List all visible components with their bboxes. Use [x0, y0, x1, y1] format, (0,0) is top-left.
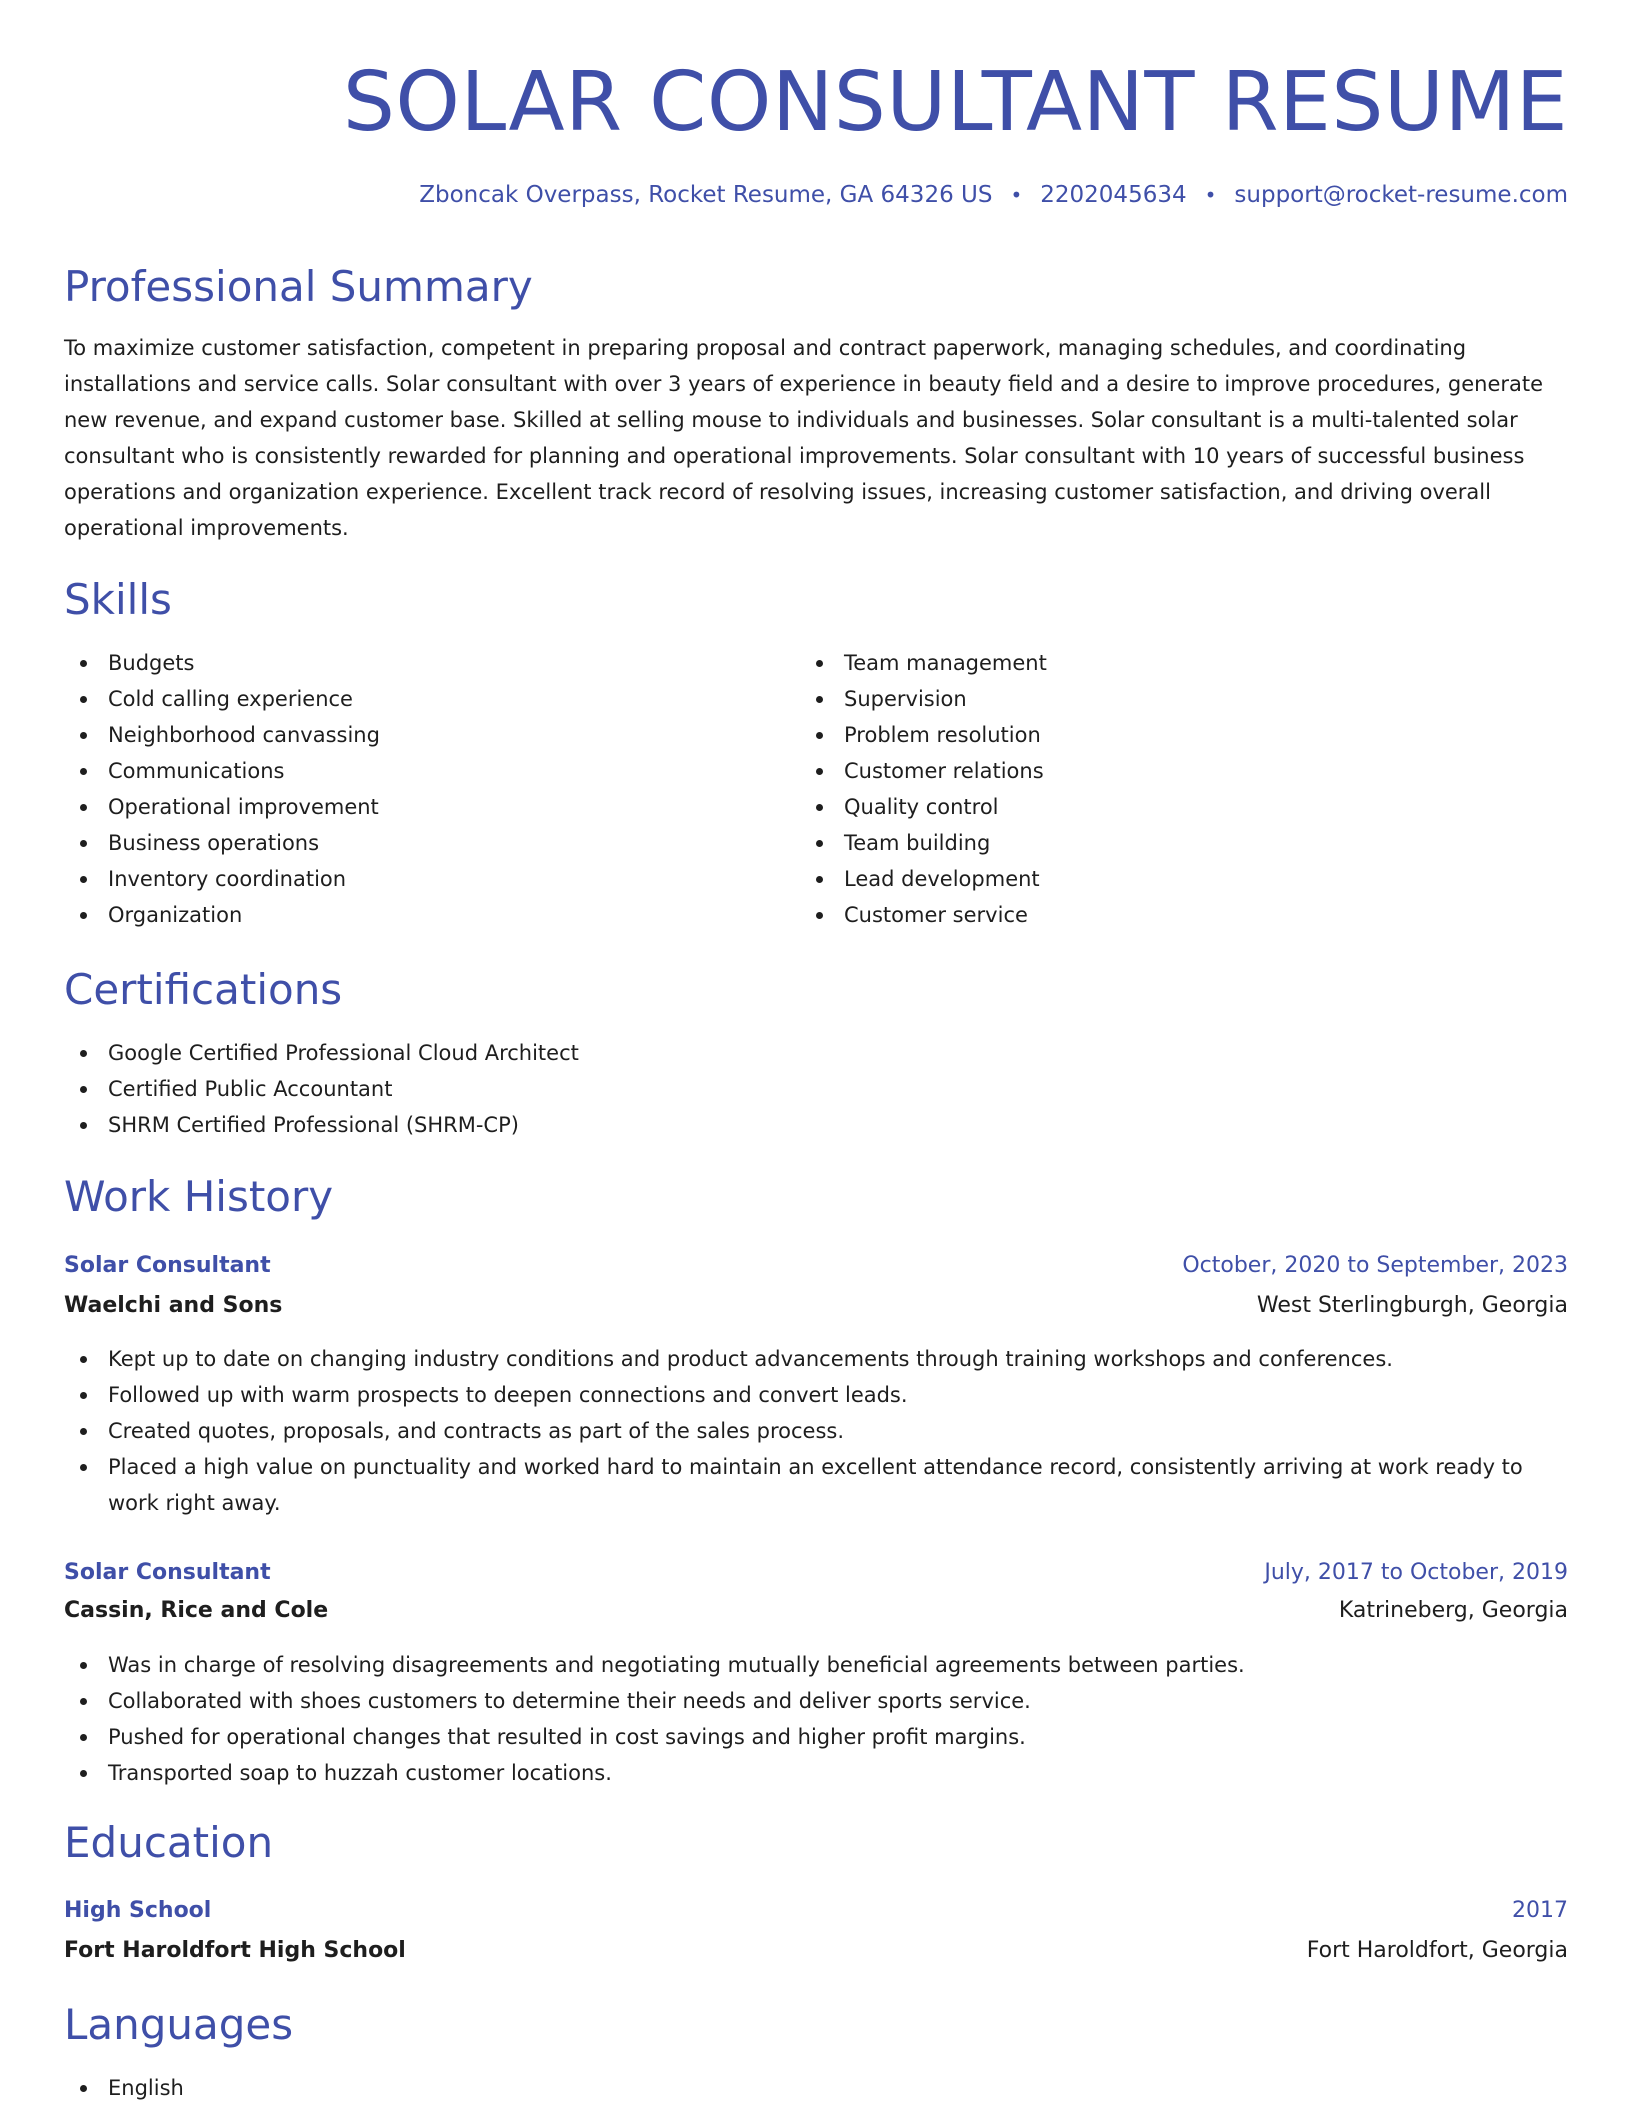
education-org-row — [64, 1933, 1568, 1969]
job-bullet: Transported soap to huzzah customer locations. — [64, 1755, 1568, 1791]
skills-list-right — [800, 645, 1500, 933]
separator-dot-icon: • — [1010, 183, 1023, 207]
skill-item: Problem resolution — [800, 717, 1500, 753]
summary-heading: Professional Summary — [64, 262, 533, 311]
education-location: Fort Haroldfort, Georgia — [1306, 1938, 1568, 1963]
education-header-row — [64, 1893, 1568, 1929]
skill-item: Cold calling experience — [64, 681, 764, 717]
job-location: West Sterlingburgh, Georgia — [1256, 1293, 1568, 1318]
education-heading: Education — [64, 1818, 274, 1867]
job-dates: July, 2017 to October, 2019 — [1264, 1560, 1568, 1585]
job-company: Cassin, Rice and Cole — [64, 1598, 329, 1623]
education-degree: High School — [64, 1898, 212, 1923]
skill-item: Organization — [64, 897, 764, 933]
skill-item: Business operations — [64, 825, 764, 861]
job-org-row — [64, 1593, 1568, 1629]
certifications-list — [64, 1035, 1568, 1143]
job-dates: October, 2020 to September, 2023 — [1182, 1253, 1568, 1278]
work-history-heading: Work History — [64, 1172, 334, 1221]
job-bullet: Collaborated with shoes customers to determine their needs and deliver sports service. — [64, 1683, 1568, 1719]
job-org-row — [64, 1288, 1568, 1324]
languages-list — [64, 2070, 1568, 2106]
skill-item: Quality control — [800, 789, 1500, 825]
certification-item: SHRM Certified Professional (SHRM-CP) — [64, 1107, 1568, 1143]
education-school: Fort Haroldfort High School — [64, 1938, 406, 1963]
certification-item: Google Certified Professional Cloud Architect — [64, 1035, 1568, 1071]
languages-heading: Languages — [64, 2000, 294, 2049]
contact-line — [419, 180, 1568, 210]
contact-address: Zboncak Overpass, Rocket Resume, GA 64326 US — [419, 182, 993, 208]
skill-item: Supervision — [800, 681, 1500, 717]
education-year: 2017 — [1512, 1898, 1568, 1923]
skill-item: Team management — [800, 645, 1500, 681]
skills-list-left — [64, 645, 764, 933]
job-bullet: Followed up with warm prospects to deepen connections and convert leads. — [64, 1377, 1568, 1413]
job-bullet: Pushed for operational changes that resulted in cost savings and higher profit margins. — [64, 1719, 1568, 1755]
skill-item: Neighborhood canvassing — [64, 717, 764, 753]
resume-title: SOLAR CONSULTANT RESUME — [342, 55, 1568, 150]
job-bullets — [64, 1647, 1568, 1791]
job-company: Waelchi and Sons — [64, 1293, 283, 1318]
summary-text: To maximize customer satisfaction, competent in preparing proposal and contract paperwork, managing schedules, and coordinating installations and service calls. Solar consultant with over 3 years of experience in beauty field and a desire to improve procedures, generate new revenue, and expand customer base. Skilled at selling mouse to individuals and businesses. Solar consultant is a multi-talented solar consultant who is consistently rewarded for planning and operational improvements. Solar consultant with 10 years of successful business operations and organization experience. Excellent track record of resolving issues, increasing customer satisfaction, and driving overall operational improvements. — [64, 336, 1544, 540]
skill-item: Inventory coordination — [64, 861, 764, 897]
job-bullet: Was in charge of resolving disagreements and negotiating mutually beneficial agreements between parties. — [64, 1647, 1568, 1683]
skill-item: Communications — [64, 753, 764, 789]
skill-item: Customer relations — [800, 753, 1500, 789]
certification-item: Certified Public Accountant — [64, 1071, 1568, 1107]
job-header-row — [64, 1555, 1568, 1591]
job-bullet: Placed a high value on punctuality and worked hard to maintain an excellent attendance record, consistently arriving at work ready to work right away. — [64, 1449, 1568, 1521]
skill-item: Customer service — [800, 897, 1500, 933]
job-title: Solar Consultant — [64, 1253, 271, 1278]
skill-item: Budgets — [64, 645, 764, 681]
separator-dot-icon: • — [1204, 183, 1217, 207]
job-title: Solar Consultant — [64, 1560, 271, 1585]
language-item: English — [64, 2070, 1568, 2106]
skill-item: Operational improvement — [64, 789, 764, 825]
job-bullet: Created quotes, proposals, and contracts as part of the sales process. — [64, 1413, 1568, 1449]
contact-phone: 2202045634 — [1040, 182, 1187, 208]
job-header-row — [64, 1248, 1568, 1284]
certifications-heading: Certifications — [64, 965, 343, 1014]
skill-item: Team building — [800, 825, 1500, 861]
contact-email[interactable]: support@rocket-resume.com — [1234, 182, 1568, 208]
job-bullets — [64, 1341, 1568, 1521]
skills-heading: Skills — [64, 575, 172, 624]
job-bullet: Kept up to date on changing industry conditions and product advancements through training workshops and conferences. — [64, 1341, 1568, 1377]
job-location: Katrineberg, Georgia — [1338, 1598, 1568, 1623]
skill-item: Lead development — [800, 861, 1500, 897]
